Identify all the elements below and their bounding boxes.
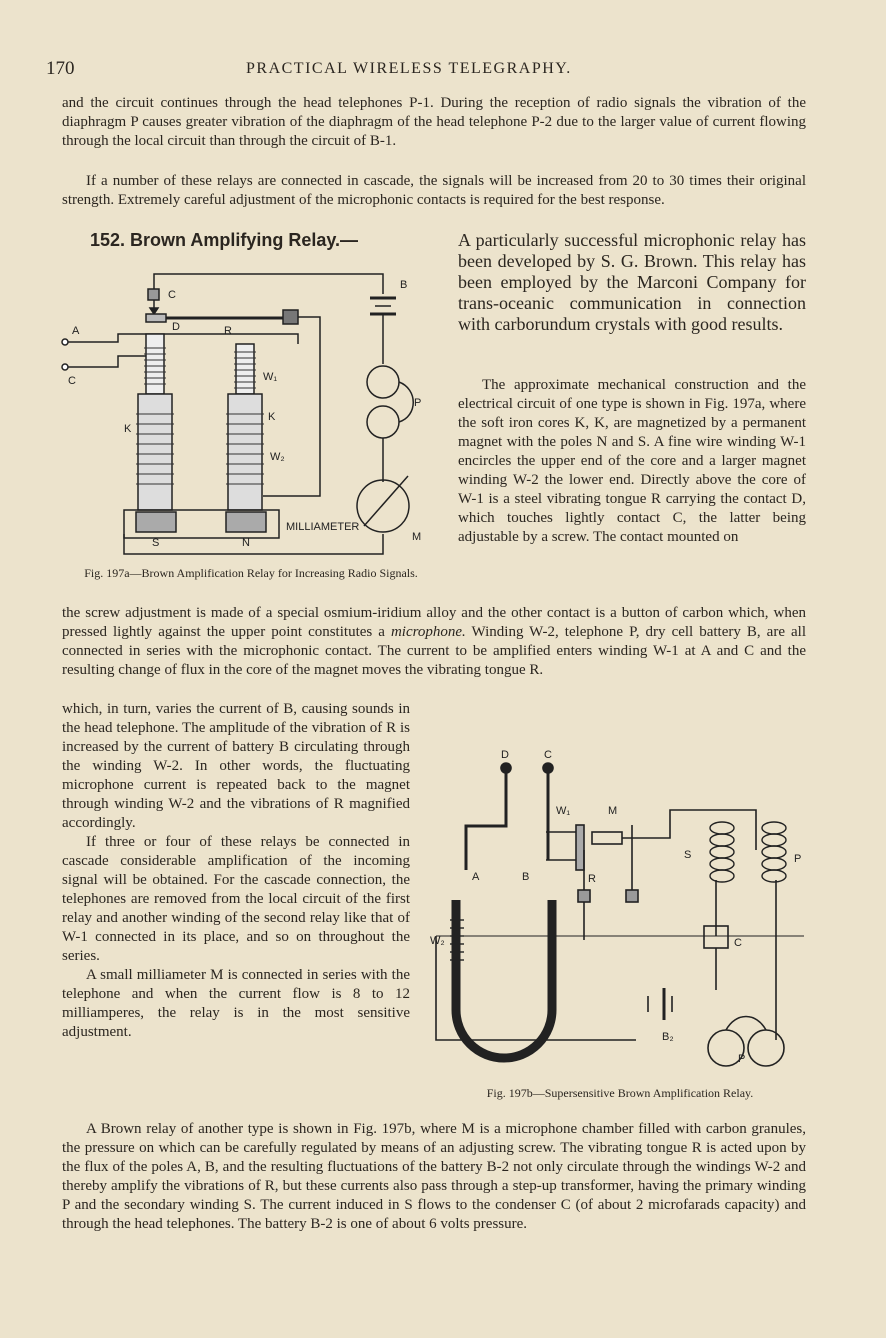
page-number: 170 [46,58,75,79]
fig197a-label-w2: W₂ [270,451,285,463]
fig197a-label-d: D [172,321,180,333]
paragraph-7 [62,1120,806,1234]
paragraph-4-column-text: The approximate mechanical construction and the electrical circuit of one type is shown in Fig. 197a, where the soft iron cores K, K, are magnetized by a permanent magnet with the poles N and S. A fine wire winding W-1 encircles the upper end of the core and a larger magnet winding W-2 the lower end. Directly above the core of W-1 is a steel vibrating tongue R carrying the contact D, which touches lightly contact C, the latter being adjustable by a screw. The contact mounted on [458,377,806,545]
fig197b-label-s: S [684,849,692,861]
fig197b-label-b2: B₂ [662,1031,674,1043]
fig197a-label-k-right: K [268,411,276,423]
fig197a-label-s: S [152,537,160,549]
fig197b-label-m: M [608,805,618,817]
figure-197a [58,264,444,564]
fig197a-label-w1: W₁ [263,371,278,383]
fig197a-label-a: A [72,325,80,337]
fig197a-label-p: P [414,397,422,409]
fig197b-label-a: A [472,871,480,883]
paragraph-4-after-italic: Winding W-2, telephone P, dry cell battery B, are all connected in series with the microphonic contact. The current to be amplified enters winding W-1 at A and C and the resulting change of flux in the core of the magnet moves the vibrating tongue R. [62,624,806,678]
paragraph-2 [62,172,806,210]
fig197a-label-b: B [400,279,408,291]
fig197b-label-b: B [522,871,530,883]
fig197b-label-w1: W₁ [556,805,571,817]
fig197a-caption: Fig. 197a—Brown Amplification Relay for Increasing Radio Signals. [84,566,418,580]
paragraph-4-left-text: which, in turn, varies the current of B, causing sounds in the head telephone. The amplitude of the vibration of R is increased by the current of battery B circulating through the winding W-2. In other words, the fluctuating microphone current is repeated back to the magnet through winding W-2 and the vibrations of R magnified accordingly. [62,701,410,831]
paragraph-4-full-text [62,604,806,680]
running-title: PRACTICAL WIRELESS TELEGRAPHY. [246,60,572,77]
fig197b-label-r: R [588,873,596,885]
paragraph-7-text: A Brown relay of another type is shown in Fig. 197b, where M is a microphone chamber filled with carbon granules, the pressure on which can be carefully regulated by means of an adjusting screw. The vibrating tongue R is acted upon by the flux of the poles A, B, and the resulting fluctuations of the battery B-2 not only circulate through the windings W-2 and thereby amplify the vibrations of R, but these currents also pass through a step-up transformer, having the primary winding P and the secondary winding S. The current induced in S flows to the condenser C (of about 2 microfarads capacity) and through the head telephones. The battery B-2 is one of about 6 volts pressure. [62,1121,806,1232]
fig197a-label-c-contact: C [168,289,176,301]
fig197b-label-p-coil: P [794,853,802,865]
fig197a-label-k-left: K [124,423,132,435]
fig197b-label-d: D [501,749,509,761]
paragraph-4-italic: microphone. [390,624,466,640]
paragraph-1-text: and the circuit continues through the head telephones P-1. During the reception of radio signals the vibration of the diaphragm P causes greater vibration of the diaphragm of the head telephone P-2 due to the larger value of current flowing through the local circuit than through the circuit of B-1. [62,95,806,149]
paragraph-4-before-italic: the screw adjustment is made of a special osmium-iridium alloy and the other contact is a button of carbon which, when pressed lightly against the upper point constitutes a [62,605,806,640]
fig197a-label-m: M [412,531,422,543]
fig197b-label-w2: W₂ [430,935,445,947]
fig197b-label-c-top: C [544,749,552,761]
paragraph-1 [62,94,806,151]
paragraph-2-text: If a number of these relays are connected in cascade, the signals will be increased from 20 to 30 times their original strength. Extremely careful adjustment of the microphonic contacts is required for the best response. [62,173,806,208]
fig197b-label-c-condenser: C [734,937,742,949]
fig197a-label-milliameter: MILLIAMETER [286,521,360,533]
page-header [46,58,806,84]
paragraph-3-text: A particularly successful microphonic relay has been developed by S. G. Brown. This relay has been employed by the Marconi Company for trans-oceanic communication in connection with carborundum crystals with good results. [458,230,806,334]
fig197b-caption: Fig. 197b—Supersensitive Brown Amplification Relay. [486,1086,754,1100]
fig197b-label-p-phone: P [738,1053,746,1065]
fig197a-label-c-terminal: C [68,375,76,387]
left-column [62,700,410,1042]
section-heading: 152. Brown Amplifying Relay.— [90,230,359,250]
paragraph-3 [458,230,806,335]
paragraph-5-text: If three or four of these relays be connected in cascade considerable amplification of the incoming signal will be obtained. For the cascade connection, the telephones are removed from the local circuit of the first relay and another winding of the second relay like that of W-1 connected in its place, and so on throughout the series. [62,834,410,964]
fig197a-label-r: R [224,325,232,337]
paragraph-6-text: A small milliameter M is connected in series with the telephone and when the current flow is 8 to 12 milliamperes, the relay is in the most sensitive adjustment. [62,967,410,1040]
fig197a-label-n: N [242,537,250,549]
paragraph-4-continued [62,604,806,680]
figure-197b [426,740,814,1080]
paragraph-4-column [458,376,806,547]
